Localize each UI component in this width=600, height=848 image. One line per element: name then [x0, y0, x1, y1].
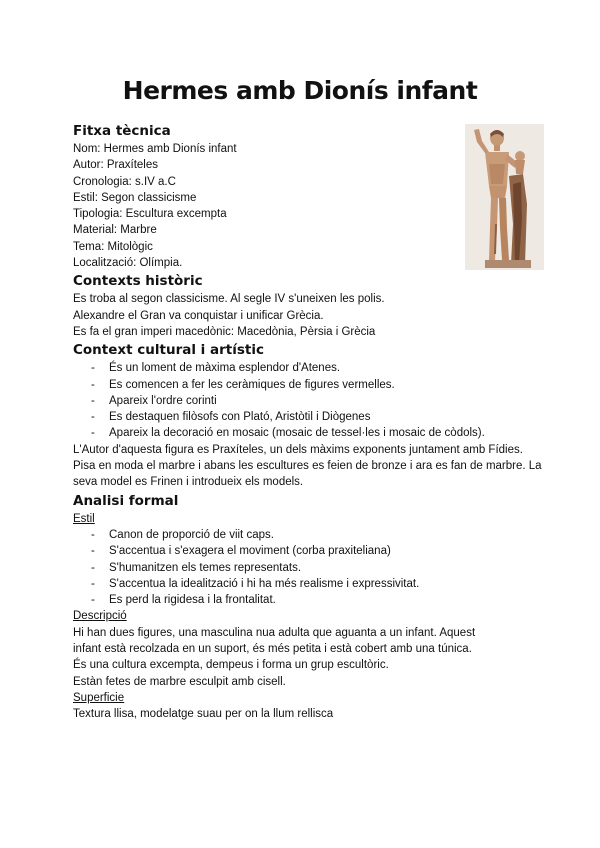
list-item: - Es destaquen filòsofs con Plató, Aristòtil i Diògenes [91, 409, 543, 425]
fitxa-line: Cronologia: s.IV a.C [73, 175, 176, 188]
fitxa-line: Autor: Praxíteles [73, 159, 159, 172]
estil-subheading: Estil [73, 512, 95, 525]
list-item: - S'accentua la idealització i hi ha més realisme i expressivitat. [91, 576, 543, 592]
context-historic-text [73, 291, 543, 340]
descripcio-subheading: Descripció [73, 610, 127, 623]
descripcio-line: infant està recolzada en un suport, és més petita i està cobert amb una túnica. [73, 643, 472, 656]
superficie-text: Textura llisa, modelatge suau per on la llum rellisca [73, 708, 334, 721]
list-item: - Apareix la decoració en mosaic (mosaic de tessel·les i mosaic de còdols). [91, 425, 543, 441]
fitxa-line: Tema: Mitològic [73, 240, 153, 253]
context-historic-line: Alexandre el Gran va conquistar i unificar Grècia. [73, 309, 324, 322]
descripcio-line: És una cultura excempta, dempeus i forma un grup escultòric. [73, 659, 389, 672]
fitxa-line: Material: Marbre [73, 224, 157, 237]
analisi-heading: Analisi formal [73, 492, 179, 509]
fitxa-line: Localització: Olímpia. [73, 257, 183, 270]
context-cultural-paragraph: L'Autor d'aquesta figura es Praxíteles, un dels màxims exponents juntament amb Fídies. Pisa en moda el marbre i abans les escultures es feien de bronze i ara es fan de marbre. La seva model es Frinen i introdueix els models. [73, 443, 542, 489]
context-cultural-list [73, 360, 543, 441]
estil-list [73, 527, 543, 608]
list-item: - Es comencen a fer les ceràmiques de figures vermelles. [91, 377, 543, 393]
superficie-subheading: Superficie [73, 691, 125, 704]
context-historic-line: Es troba al segon classicisme. Al segle IV s'uneixen les polis. [73, 293, 385, 306]
list-item: - Apareix l'ordre corinti [91, 393, 543, 409]
fitxa-line: Nom: Hermes amb Dionís infant [73, 143, 237, 155]
list-item: - Es perd la rigidesa i la frontalitat. [91, 592, 543, 608]
fitxa-heading: Fitxa tècnica [73, 123, 171, 139]
descripcio-line: Hi han dues figures, una masculina nua adulta que aguanta a un infant. Aquest [73, 626, 476, 639]
list-item: - Canon de proporció de viit caps. [91, 527, 543, 543]
fitxa-list [73, 141, 543, 271]
fitxa-line: Estil: Segon classicisme [73, 191, 197, 204]
context-cultural-heading: Context cultural i artístic [73, 342, 264, 359]
list-item: - És un loment de màxima esplendor d'Atenes. [91, 360, 543, 376]
page-title: Hermes amb Dionís infant [122, 76, 478, 105]
fitxa-line: Tipologia: Escultura excempta [73, 208, 227, 221]
list-item: - S'accentua i s'exagera el moviment (corba praxiteliana) [91, 543, 543, 559]
context-historic-heading: Contexts històric [73, 273, 203, 290]
list-item: - S'humanitzen els temes representats. [91, 560, 543, 576]
document-body [73, 121, 543, 723]
descripcio-line: Estàn fetes de marbre esculpit amb cisell. [73, 675, 286, 688]
context-historic-line: Es fa el gran imperi macedònic: Macedònia, Pèrsia i Grècia [73, 325, 376, 338]
